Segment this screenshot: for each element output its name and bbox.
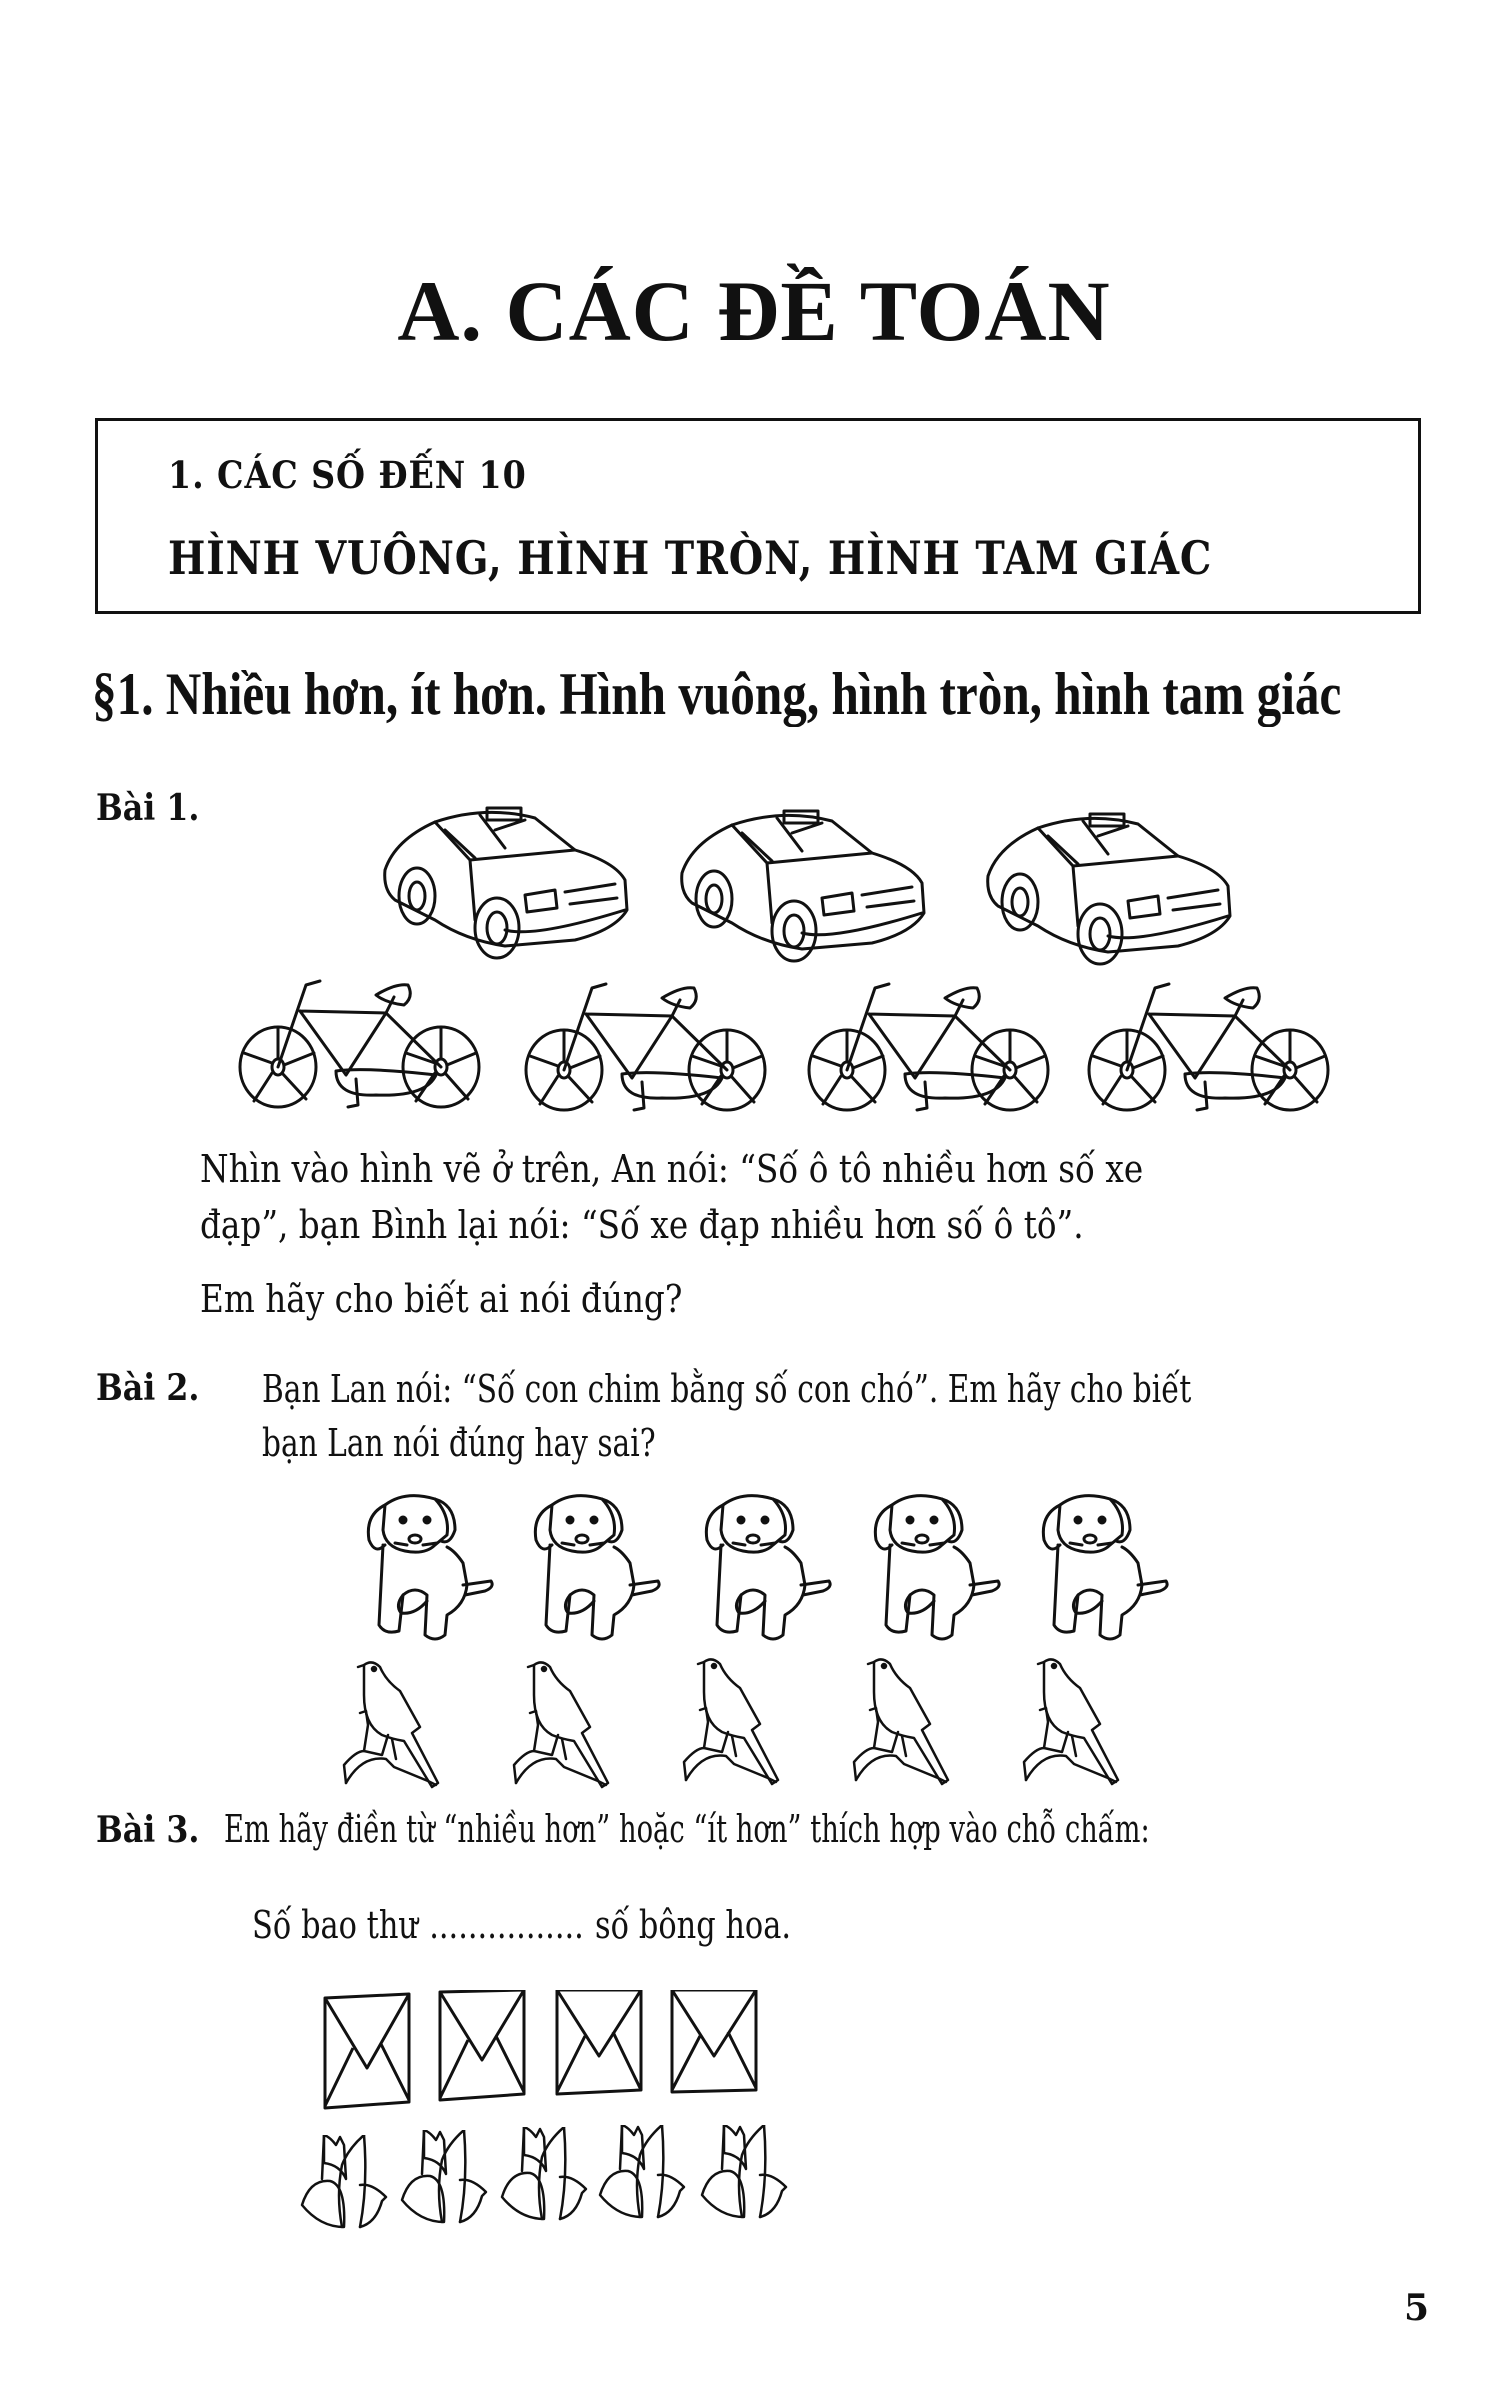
bird-icon xyxy=(852,1652,952,1787)
bicycle-icon xyxy=(805,978,1055,1113)
car-icon xyxy=(978,806,1238,966)
bicycle-icon xyxy=(522,978,772,1113)
exercise-2-line-2: bạn Lan nói đúng hay sai? xyxy=(262,1421,656,1465)
dog-icon xyxy=(1030,1485,1170,1645)
page-title: A. CÁC ĐỀ TOÁN xyxy=(397,263,1111,359)
section-heading: §1. Nhiều hơn, ít hơn. Hình vuông, hình tròn, hình tam giác xyxy=(92,661,1342,727)
flower-icon xyxy=(300,2135,392,2230)
bird-icon xyxy=(342,1655,442,1790)
exercise-2-line-1: Bạn Lan nói: “Số con chim bằng số con chó”. Em hãy cho biết xyxy=(262,1367,1192,1411)
fill-in-blank[interactable]: ................ xyxy=(429,1903,584,1947)
dog-icon xyxy=(522,1485,662,1645)
envelope-icon xyxy=(670,1990,758,2108)
bicycle-icon xyxy=(1085,978,1335,1113)
chapter-number-line: 1. CÁC SỐ ĐẾN 10 xyxy=(168,453,527,497)
exercise-1-line-3: Em hãy cho biết ai nói đúng? xyxy=(200,1277,683,1321)
bird-icon xyxy=(682,1652,782,1787)
envelope-icon xyxy=(438,1990,526,2108)
envelope-icon xyxy=(555,1990,643,2108)
bird-icon xyxy=(512,1655,612,1790)
exercise-1-line-2: đạp”, bạn Bình lại nói: “Số xe đạp nhiều hơn số ô tô”. xyxy=(200,1203,1084,1247)
dog-icon xyxy=(693,1485,833,1645)
chapter-box xyxy=(95,418,1421,614)
car-icon xyxy=(672,803,932,963)
fill-in-after: số bông hoa. xyxy=(595,1903,792,1947)
chapter-title-line: HÌNH VUÔNG, HÌNH TRÒN, HÌNH TAM GIÁC xyxy=(168,531,1213,585)
exercise-3-instruction: Em hãy điền từ “nhiều hơn” hoặc “ít hơn” thích hợp vào chỗ chấm: xyxy=(224,1807,1150,1851)
exercise-3-label: Bài 3. xyxy=(96,1809,200,1851)
dog-icon xyxy=(862,1485,1002,1645)
page-number: 5 xyxy=(1404,2287,1430,2329)
car-icon xyxy=(375,800,635,960)
fill-in-sentence xyxy=(252,1903,792,1947)
flower-icon xyxy=(598,2125,690,2220)
bicycle-icon xyxy=(236,975,486,1110)
flower-icon xyxy=(400,2130,492,2225)
flower-icon xyxy=(700,2125,792,2220)
exercise-2-label: Bài 2. xyxy=(96,1367,200,1409)
dog-icon xyxy=(355,1485,495,1645)
exercise-1-line-1: Nhìn vào hình vẽ ở trên, An nói: “Số ô tô nhiều hơn số xe xyxy=(200,1147,1144,1191)
exercise-1-label: Bài 1. xyxy=(96,787,200,829)
envelope-icon xyxy=(323,1992,411,2110)
fill-in-before: Số bao thư xyxy=(252,1903,419,1947)
bird-icon xyxy=(1022,1652,1122,1787)
flower-icon xyxy=(500,2127,592,2222)
